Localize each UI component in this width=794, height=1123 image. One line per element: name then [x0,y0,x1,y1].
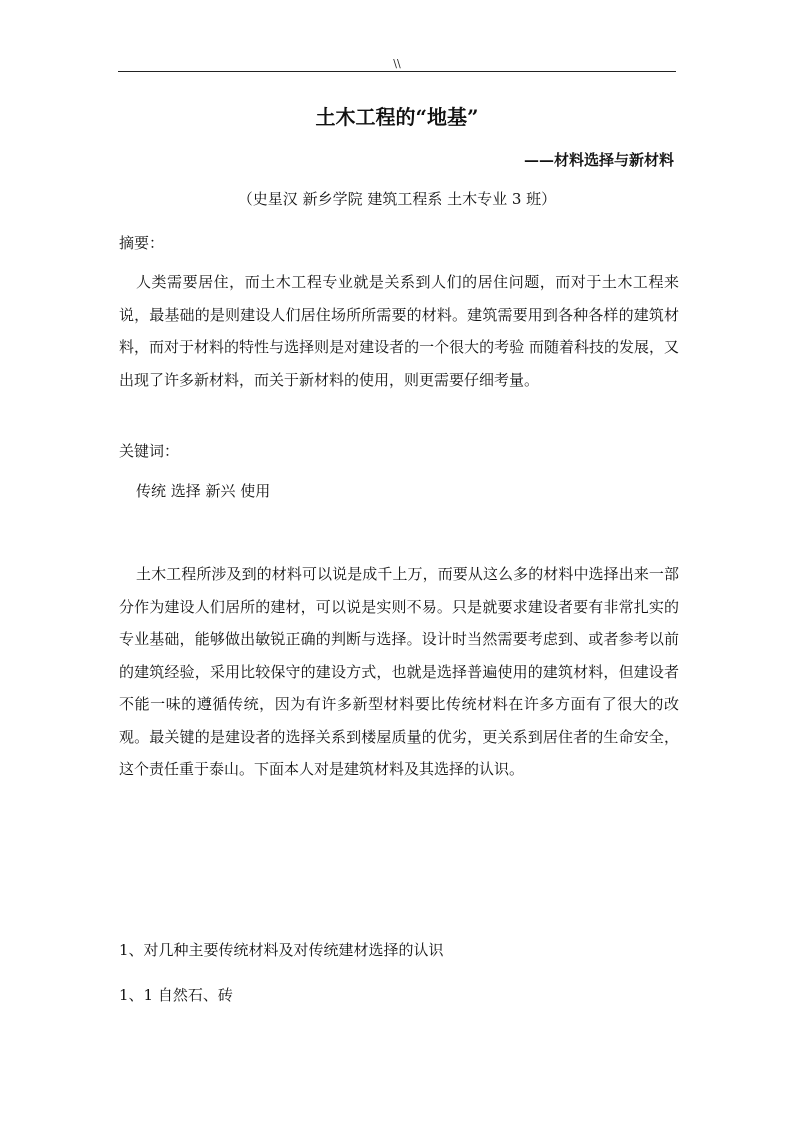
section-heading-1: 1、对几种主要传统材料及对传统建材选择的认识 [119,941,444,959]
header-mark: \\ [393,57,401,70]
abstract-paragraph: 人类需要居住，而土木工程专业就是关系到人们的居住问题，而对于土木工程来说，最基础的是则建设人们居住场所所需要的材料。建筑需要用到各种各样的建筑材料，而对于材料的特性与选择则是对建设者的一个很大的考验 而随着科技的发展，又出现了许多新材料，而关于新材料的使用，则更需要仔细考量。 [119,273,679,389]
abstract-label: 摘要： [119,234,165,252]
keywords-list: 传统 选择 新兴 使用 [136,482,271,500]
body-paragraph: 土木工程所涉及到的材料可以说是成千上万，而要从这么多的材料中选择出来一部分作为建设人们居所的建材，可以说是实则不易。只是就要求建设者要有非常扎实的专业基础，能够做出敏锐正确的判断与选择。设计时当然需要考虑到、或者参考以前的建筑经验，采用比较保守的建设方式，也就是选择普遍使用的建筑材料，但建设者不能一味的遵循传统，因为有许多新型材料要比传统材料在许多方面有了很大的改观。最关键的是建设者的选择关系到楼屋质量的优劣，更关系到居住者的生命安全，这个责任重于泰山。下面本人对是建筑材料及其选择的认识。 [119,565,679,778]
document-title: 土木工程的“地基” [315,105,479,129]
document-subtitle: ——材料选择与新材料 [523,151,674,169]
author-line: （史星汉 新乡学院 建筑工程系 土木专业 3 班） [237,190,557,208]
header-rule [118,71,676,72]
keywords-label: 关键词： [119,442,180,460]
section-heading-1-1: 1、1 自然石、砖 [119,986,233,1004]
